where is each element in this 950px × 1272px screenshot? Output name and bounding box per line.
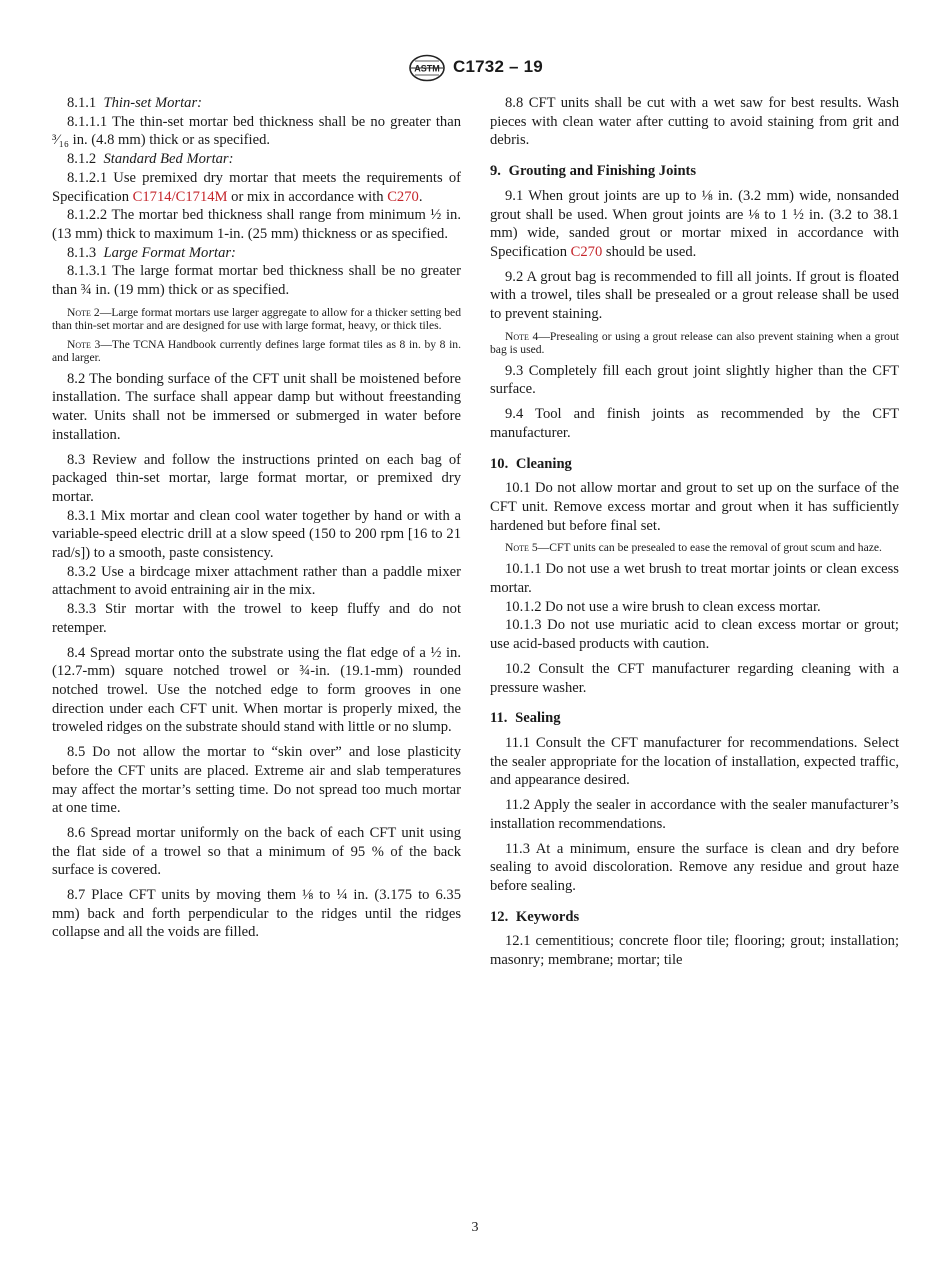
heading-section-12: 12. Keywords	[490, 908, 580, 925]
section-8-1-3: 8.1.3 Large Format Mortar:	[67, 244, 236, 261]
section-10-1: 10.1 Do not allow mortar and grout to set up on the surface of the CFT unit. Remove excess mortar and grout when it has sufficiently hardened but before final set.	[490, 480, 899, 534]
section-11-2: 11.2 Apply the sealer in accordance with the sealer manufacturer’s installation recommendations.	[490, 797, 899, 832]
section-8-1-3-1: 8.1.3.1 The large format mortar bed thickness shall be no greater than ¾ in. (19 mm) thick or as specified.	[52, 263, 461, 299]
section-8-8: 8.8 CFT units shall be cut with a wet saw for best results. Wash pieces with clean water after cutting to avoid staining from grit and debris.	[490, 95, 899, 149]
heading-section-10: 10. Cleaning	[490, 455, 572, 472]
document-designation: C1732 – 19	[453, 57, 543, 76]
section-8-1-1: 8.1.1 Thin-set Mortar:	[67, 95, 202, 111]
section-8-6: 8.6 Spread mortar uniformly on the back of each CFT unit using the flat side of a trowel so that a minimum of 95 % of the back surface is covered.	[52, 824, 461, 879]
section-10-2: 10.2 Consult the CFT manufacturer regarding cleaning with a pressure washer.	[490, 660, 899, 696]
section-9-2: 9.2 A grout bag is recommended to fill all joints. If grout is floated with a trowel, tiles shall be presealed or a grout release shall be used to prevent staining.	[490, 268, 899, 323]
section-10-1-1: 10.1.1 Do not use a wet brush to treat mortar joints or clean excess mortar.	[490, 561, 899, 597]
section-8-3: 8.3 Review and follow the instructions printed on each bag of packaged thin-set mortar, large format mortar, or premixed dry mortar.	[52, 451, 461, 505]
note-4: Note 4—Presealing or using a grout release can also prevent staining when a grout bag is used.	[490, 329, 899, 356]
section-9-3: 9.3 Completely fill each grout joint slightly higher than the CFT surface.	[490, 362, 899, 398]
spec-link-c270[interactable]: C270	[387, 188, 419, 205]
section-9-1: 9.1 When grout joints are up to ⅛ in. (3.2 mm) wide, nonsanded grout shall be used. When grout joints are ⅛ to 1 ½ in. (3.2 to 38.1 mm) wide, sanded grout or mortar mixed in accordance with Specification C270 should be used.	[490, 187, 899, 260]
section-8-3-1: 8.3.1 Mix mortar and clean cool water together by hand or with a variable-speed electric drill at a slow speed (150 to 200 rpm [16 to 21 rad/s]) to a smooth, paste consistency.	[52, 507, 461, 562]
page-number: 3	[471, 1220, 479, 1235]
section-8-7: 8.7 Place CFT units by moving them ⅛ to ¼ in. (3.175 to 6.35 mm) back and forth perpendicular to the ridges until the ridges collapse and all the voids are filled.	[52, 887, 461, 941]
section-8-1-2-1: 8.1.2.1 Use premixed dry mortar that meets the requirements of Specification C1714/C1714M or mix in accordance with C270.	[52, 169, 461, 205]
left-column	[52, 94, 461, 942]
note-5: Note 5—CFT units can be presealed to ease the removal of grout scum and haze.	[505, 541, 882, 555]
section-8-3-2: 8.3.2 Use a birdcage mixer attachment rather than a paddle mixer attachment to avoid entraining air in the mix.	[52, 563, 461, 599]
section-9-4: 9.4 Tool and finish joints as recommended by the CFT manufacturer.	[490, 406, 899, 441]
section-11-1: 11.1 Consult the CFT manufacturer for recommendations. Select the sealer appropriate for the location of installation, expected traffic, and appearance desired.	[490, 734, 899, 789]
heading-section-11: 11. Sealing	[490, 710, 561, 727]
section-8-1-1-1: 8.1.1.1 The thin-set mortar bed thickness shall be no greater than ³⁄₁₆ in. (4.8 mm) thick or as specified.	[52, 113, 461, 149]
page-header	[0, 54, 950, 84]
section-12-1: 12.1 cementitious; concrete floor tile; flooring; grout; installation; masonry; membrane; mortar; tile	[490, 933, 899, 969]
right-column	[490, 94, 899, 970]
section-8-4: 8.4 Spread mortar onto the substrate using the flat edge of a ½ in. (12.7-mm) square notched trowel or ¾-in. (19.1-mm) rounded notched trowel. Use the notched edge to form grooves in one direction under each CFT unit. When mortar is properly mixed, the troweled ridges on the substrate should stand with little or no slump.	[52, 644, 461, 736]
heading-section-9: 9. Grouting and Finishing Joints	[490, 163, 697, 180]
note-2: Note 2—Large format mortars use larger aggregate to allow for a thicker setting bed than thin-set mortar and are designed for use with large format, heavy, or thick tiles.	[52, 305, 461, 332]
section-10-1-3: 10.1.3 Do not use muriatic acid to clean excess mortar or grout; use acid-based products with caution.	[490, 617, 899, 653]
logo-text: ASTM	[414, 63, 440, 74]
section-8-3-3: 8.3.3 Stir mortar with the trowel to keep fluffy and do not retemper.	[52, 601, 461, 636]
astm-logo-icon	[408, 54, 446, 82]
section-8-2: 8.2 The bonding surface of the CFT unit shall be moistened before installation. The surface shall appear damp but without freestanding water. Units shall not be immersed or submerged in water before installation.	[52, 370, 461, 443]
section-8-1-2: 8.1.2 Standard Bed Mortar:	[67, 151, 234, 168]
section-10-1-2: 10.1.2 Do not use a wire brush to clean excess mortar.	[505, 598, 821, 615]
section-8-5: 8.5 Do not allow the mortar to “skin over” and lose plasticity before the CFT units are placed. Extreme air and slab temperatures may affect the mortar’s setting time. Do not spread too much mortar at one time.	[52, 744, 461, 817]
spec-link-c270-2[interactable]: C270	[570, 243, 603, 260]
spec-link-c1714[interactable]: C1714/C1714M	[132, 188, 228, 205]
section-11-3: 11.3 At a minimum, ensure the surface is clean and dry before sealing to avoid discoloration. Remove any residue and grout haze before sealing.	[490, 840, 899, 894]
section-8-1-2-2: 8.1.2.2 The mortar bed thickness shall range from minimum ½ in. (13 mm) thick to maximum 1-in. (25 mm) thickness or as specified.	[52, 207, 461, 242]
note-3: Note 3—The TCNA Handbook currently defines large format tiles as 8 in. by 8 in. and larger.	[52, 337, 461, 364]
